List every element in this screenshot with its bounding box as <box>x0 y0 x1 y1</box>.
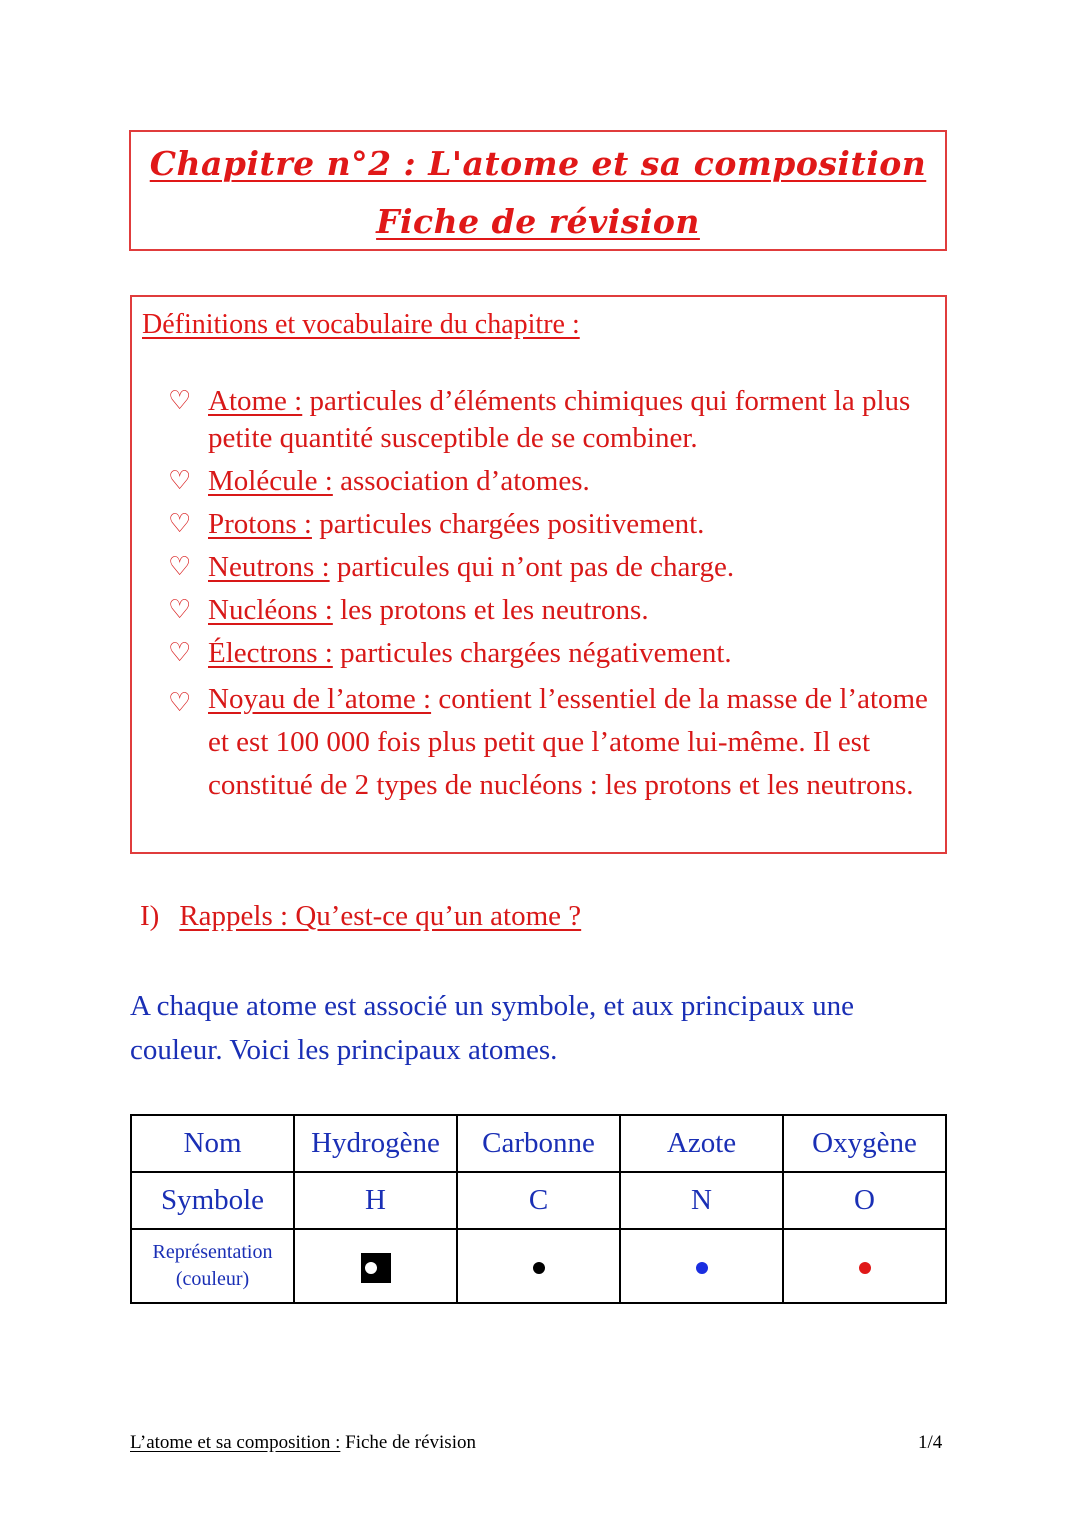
table-row <box>131 1115 946 1172</box>
footer-title-rest: Fiche de révision <box>340 1432 476 1453</box>
heart-icon: ♡ <box>168 509 192 539</box>
definition-item <box>168 635 938 672</box>
nitrogen-color-cell <box>620 1229 783 1303</box>
chapter-title: Chapitre n°2 : L'atome et sa composition <box>149 144 927 183</box>
definition-term: Électrons : <box>208 637 333 669</box>
section-title: Rappels : Qu’est-ce qu’un atome ? <box>179 900 582 932</box>
heart-icon: ♡ <box>168 688 192 718</box>
row-label-symbol: Symbole <box>131 1172 294 1229</box>
atom-name: Carbonne <box>457 1115 620 1172</box>
white-dot-icon <box>365 1262 377 1274</box>
atom-name: Azote <box>620 1115 783 1172</box>
section-number: I) <box>140 900 160 932</box>
definition-text: particules chargées négativement. <box>332 637 732 669</box>
atom-symbol: C <box>457 1172 620 1229</box>
intro-paragraph: A chaque atome est associé un symbole, et aux principaux une couleur. Voici les principaux atomes. <box>130 990 854 1066</box>
definition-text: particules chargées positivement. <box>311 508 705 540</box>
definition-item <box>168 463 938 500</box>
definition-text: association d’atomes. <box>332 465 590 497</box>
chapter-subtitle: Fiche de révision <box>376 202 700 241</box>
hydrogen-swatch <box>361 1253 391 1283</box>
table-row <box>131 1229 946 1303</box>
definition-text: particules qui n’ont pas de charge. <box>329 551 735 583</box>
heart-icon: ♡ <box>168 386 192 416</box>
footer-title <box>130 1432 476 1454</box>
red-dot-icon <box>859 1262 871 1274</box>
definition-text: contient l’essentiel de la masse de l’atome et est 100 000 fois plus petit que l’atome lui-même. Il est constitué de 2 types de nucléons : les protons et les neutrons. <box>208 683 928 801</box>
definitions-list <box>168 383 938 807</box>
title-box <box>129 130 947 251</box>
hydrogen-color-cell <box>294 1229 457 1303</box>
definition-item <box>168 549 938 586</box>
definition-term: Molécule : <box>208 465 333 497</box>
definition-text: particules d’éléments chimiques qui forment la plus petite quantité susceptible de se combiner. <box>208 385 911 454</box>
blue-dot-icon <box>696 1262 708 1274</box>
atom-symbol: O <box>783 1172 946 1229</box>
heart-icon: ♡ <box>168 595 192 625</box>
definition-term: Atome : <box>208 385 303 417</box>
definition-term: Neutrons : <box>208 551 330 583</box>
table-row <box>131 1172 946 1229</box>
definition-item <box>168 383 938 457</box>
atom-symbol: N <box>620 1172 783 1229</box>
definition-term: Nucléons : <box>208 594 333 626</box>
atoms-table <box>130 1114 947 1304</box>
definition-term: Protons : <box>208 508 312 540</box>
section-heading <box>140 900 581 933</box>
carbon-color-cell <box>457 1229 620 1303</box>
black-dot-icon <box>533 1262 545 1274</box>
representation-sublabel: (couleur) <box>175 1268 250 1290</box>
definition-term: Noyau de l’atome : <box>208 683 432 715</box>
page-number: 1/4 <box>918 1432 943 1453</box>
heart-icon: ♡ <box>168 638 192 668</box>
atom-name: Oxygène <box>783 1115 946 1172</box>
definitions-box <box>130 295 947 854</box>
row-label-representation <box>131 1229 294 1303</box>
footer-title-underlined: L’atome et sa composition : <box>130 1432 341 1453</box>
representation-label: Représentation <box>152 1241 273 1263</box>
heart-icon: ♡ <box>168 552 192 582</box>
atom-name: Hydrogène <box>294 1115 457 1172</box>
definition-item <box>168 506 938 543</box>
definition-item <box>168 592 938 629</box>
definition-text: les protons et les neutrons. <box>332 594 649 626</box>
heart-icon: ♡ <box>168 466 192 496</box>
oxygen-color-cell <box>783 1229 946 1303</box>
definition-item <box>168 678 938 807</box>
row-label-name: Nom <box>131 1115 294 1172</box>
definitions-heading: Définitions et vocabulaire du chapitre : <box>142 309 580 340</box>
atom-symbol: H <box>294 1172 457 1229</box>
